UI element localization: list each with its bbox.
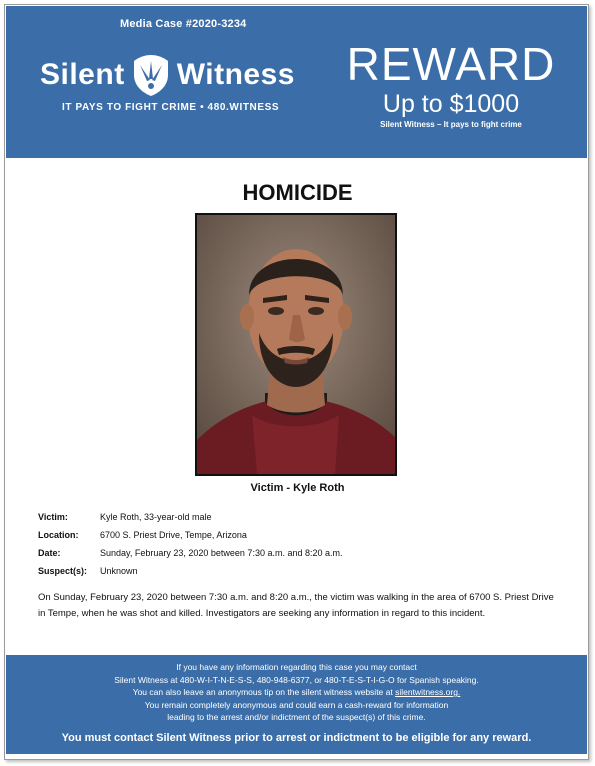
date-value: Sunday, February 23, 2020 between 7:30 a.m. and 8:20 a.m. [100, 548, 343, 558]
victim-label: Victim: [38, 512, 68, 522]
contact-line-1: If you have any information regarding this case you may contact [176, 662, 417, 672]
detail-row-date [38, 544, 558, 562]
media-case-number: Media Case #2020-3234 [120, 18, 247, 30]
eligibility-notice: You must contact Silent Witness prior to arrest or indictment to be eligible for any reward. [61, 732, 532, 744]
photo-caption: Victim - Kyle Roth [250, 482, 345, 494]
suspects-value: Unknown [100, 566, 138, 576]
reward-heading: REWARD [346, 38, 556, 90]
reward-amount: Up to $1000 [382, 90, 520, 118]
detail-row-suspects [38, 562, 558, 580]
location-label: Location: [38, 530, 79, 540]
victim-value: Kyle Roth, 33-year-old male [100, 512, 212, 522]
suspects-label: Suspect(s): [38, 566, 88, 576]
brand-word-silent: Silent [40, 58, 125, 91]
contact-instructions [6, 655, 587, 724]
footer-banner [6, 655, 587, 754]
location-value: 6700 S. Priest Drive, Tempe, Arizona [100, 530, 247, 540]
case-narrative: On Sunday, February 23, 2020 between 7:30 a.m. and 8:20 a.m., the victim was walking in the area of 6700 S. Priest Drive in Tempe, when he was shot and killed. Investigators are seeking any information in regard to this incident. [38, 592, 554, 619]
shield-icon [131, 53, 171, 97]
brand-word-witness: Witness [176, 58, 295, 91]
victim-portrait-image [197, 215, 395, 474]
silent-witness-logo [40, 50, 295, 100]
website-link[interactable]: silentwitness.org. [395, 687, 461, 697]
header-banner [6, 6, 587, 158]
contact-line-3-text: You can also leave an anonymous tip on the silent witness website at [132, 687, 396, 697]
crime-title: HOMICIDE [242, 180, 353, 205]
victim-photo [195, 213, 397, 476]
case-details [38, 508, 558, 580]
contact-line-5: leading to the arrest and/or indictment of the suspect(s) of this crime. [167, 712, 426, 722]
date-label: Date: [38, 548, 61, 558]
contact-line-3 [6, 686, 587, 699]
brand-tagline: IT PAYS TO FIGHT CRIME • 480.WITNESS [62, 102, 280, 113]
contact-line-2: Silent Witness at 480-W-I-T-N-E-S-S, 480-948-6377, or 480-T-E-S-T-I-G-O for Spanish speaking. [114, 674, 479, 685]
detail-row-location [38, 526, 558, 544]
contact-line-4: You remain completely anonymous and could earn a cash-reward for information [144, 699, 449, 710]
detail-row-victim [38, 508, 558, 526]
reward-tagline: Silent Witness – It pays to fight crime [380, 120, 522, 129]
